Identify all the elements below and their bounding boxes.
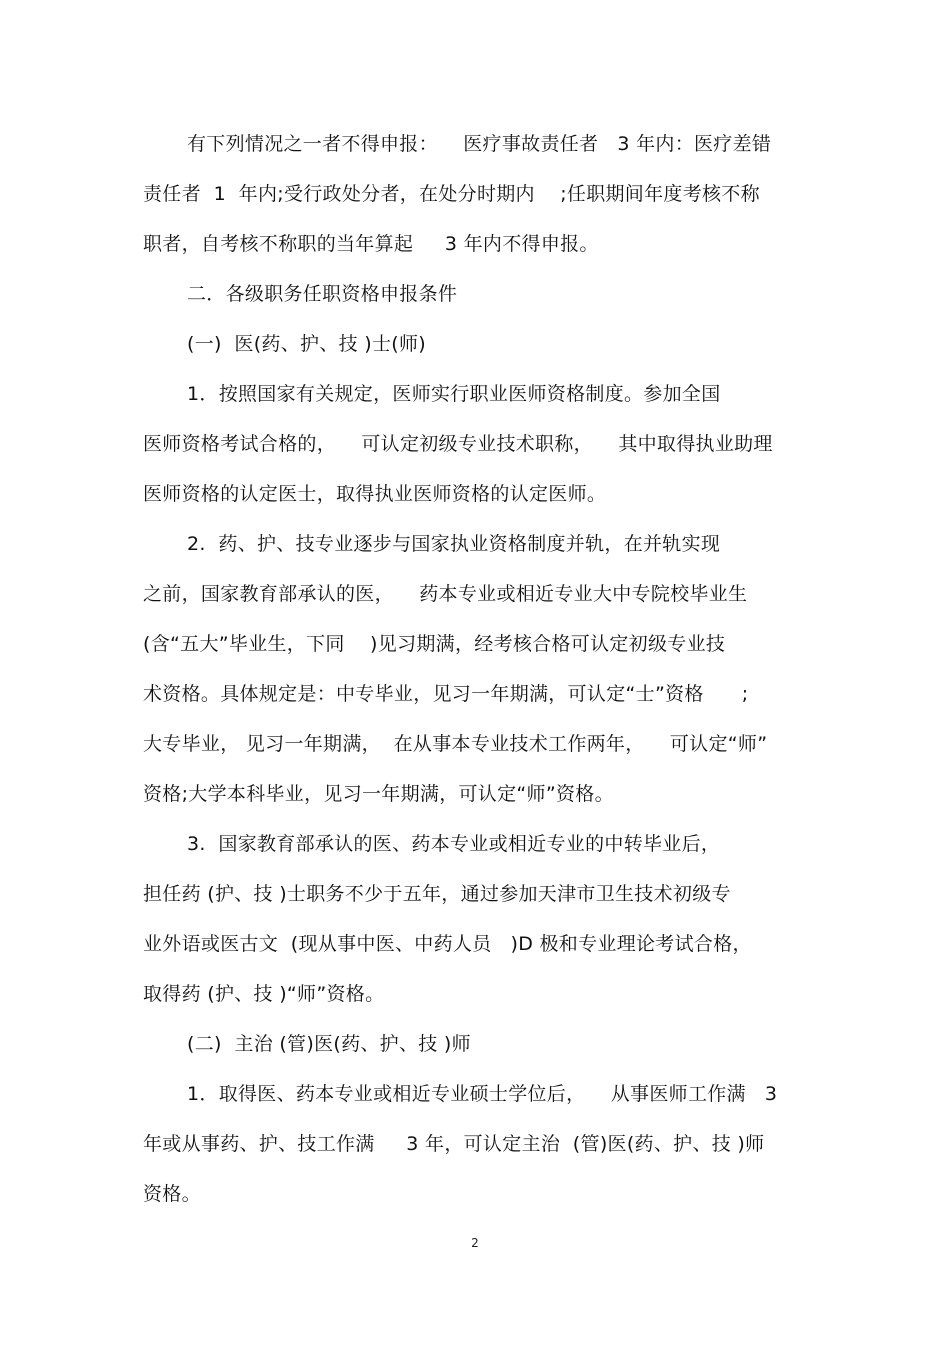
text-line-1: 有下列情况之一者不得申报： 医疗事故责任者 3 年内：医疗差错 (187, 133, 772, 155)
section-heading: 二．各级职务任职资格申报条件 (187, 283, 458, 305)
text-line-22: 资格。 (143, 1183, 201, 1205)
subsection-heading-1: (一) 医(药、护、技 )士(师) (187, 333, 426, 355)
text-line-15: 3. 国家教育部承认的医、药本专业或相近专业的中转毕业后， (187, 833, 721, 855)
text-line-14: 资格;大学本科毕业，见习一年期满，可认定“师”资格。 (143, 783, 614, 805)
text-line-16: 担任药 (护、技 )士职务不少于五年，通过参加天津市卫生技术初级专 (143, 883, 731, 905)
text-line-20: 1．取得医、药本专业或相近专业硕士学位后， 从事医师工作满 3 (187, 1083, 778, 1105)
text-line-21: 年或从事药、护、技工作满 3 年，可认定主治 (管)医(药、护、技 )师 (143, 1133, 765, 1155)
text-line-18: 取得药 (护、技 )“师”资格。 (143, 983, 385, 1005)
text-line-8: 医师资格的认定医士，取得执业医师资格的认定医师。 (143, 483, 607, 505)
text-line-17: 业外语或医古文 (现从事中医、中药人员 )D 极和专业理论考试合格， (143, 933, 752, 955)
text-line-3: 职者，自考核不称职的当年算起 3 年内不得申报。 (143, 233, 599, 255)
text-line-9: 2. 药、护、技专业逐步与国家执业资格制度并轨，在并轨实现 (187, 533, 721, 555)
text-line-12: 术资格。具体规定是：中专毕业，见习一年期满，可认定“士”资格 ; (143, 683, 749, 705)
page-number: 2 (471, 1236, 479, 1250)
text-line-7: 医师资格考试合格的， 可认定初级专业技术职称， 其中取得执业助理 (143, 433, 773, 455)
text-line-10: 之前，国家教育部承认的医， 药本专业或相近专业大中专院校毕业生 (143, 583, 748, 605)
text-line-2: 责任者 1 年内;受行政处分者，在处分时期内 ;任职期间年度考核不称 (143, 183, 760, 205)
text-line-11: (含“五大”毕业生，下同 )见习期满，经考核合格可认定初级专业技 (143, 633, 726, 655)
subsection-heading-2: (二) 主治 (管)医(药、护、技 )师 (187, 1033, 471, 1055)
text-line-6: 1．按照国家有关规定，医师实行职业医师资格制度。参加全国 (187, 383, 721, 405)
text-line-13: 大专毕业， 见习一年期满， 在从事本专业技术工作两年， 可认定“师” (143, 733, 768, 755)
